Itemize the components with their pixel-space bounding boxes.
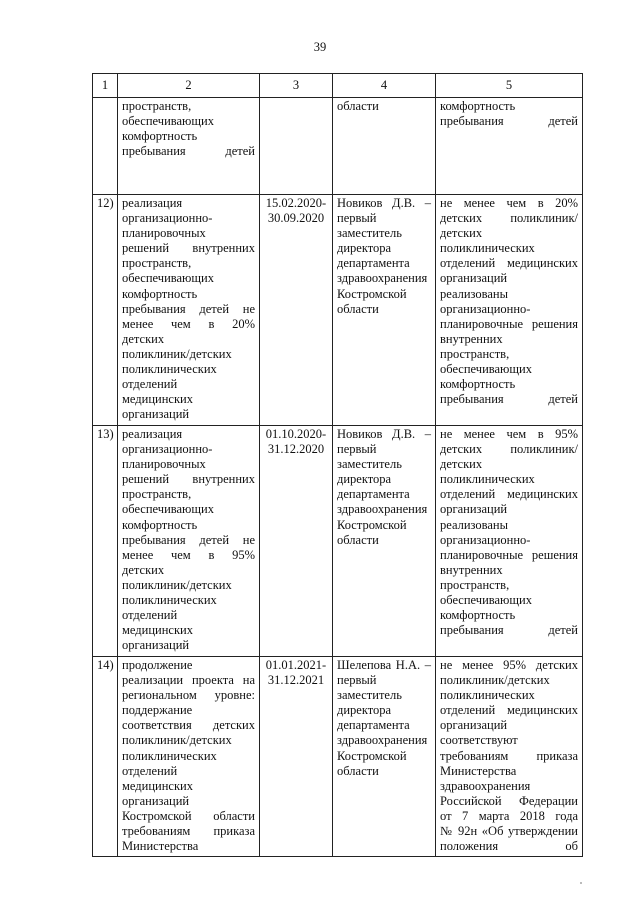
cell-line: отделений медицинских [440,256,578,271]
cell-line: Костромской [337,517,407,532]
result-cell [436,426,583,657]
cell-line: пространств, [440,346,510,361]
responsible-cell [333,657,436,857]
cell-line: поликлинических [440,688,535,703]
cell-line: 30.09.2020 [267,211,325,226]
cell-line: организаций [122,638,190,653]
measure-cell [118,426,260,657]
cell-line: менее чем в 20% [122,316,255,331]
cell-line: не менее чем в 95% [440,427,578,441]
result-cell [436,195,583,426]
cell-line: пространств, [122,99,192,113]
cell-line: поликлинических [440,241,535,256]
table-header-row [93,74,583,98]
responsible-cell [333,98,436,195]
cell-line: поддержание [122,703,193,718]
dates-cell [260,426,333,657]
cell-line: 01.01.2021- [265,658,327,672]
cell-line: комфортность [122,286,198,301]
column-header: 1 [93,74,118,98]
cell-line: не менее 95% детских [440,658,578,672]
cell-line: пребывания детей [440,623,578,638]
cell-line: поликлинических [122,362,217,377]
cell-line: департамента [337,487,410,502]
cell-line: решений внутренних [122,472,255,487]
dates-cell [260,657,333,857]
cell-line: комфортность [440,608,516,623]
scan-speck [580,882,582,884]
cell-line: Костромской [337,748,407,763]
cell-line: внутренних [440,331,503,346]
cell-line: первый [337,673,377,688]
cell-line: детских поликлиник/ [440,211,578,226]
cell-line: обеспечивающих [440,362,532,377]
cell-line: поликлиник/детских [440,673,550,688]
cell-line: области [337,763,379,778]
cell-line: департамента [337,256,410,271]
cell-line: здравоохранения [440,778,531,793]
page-number: 39 [313,40,327,54]
cell-line: соответствуют [440,733,518,748]
dates-cell [260,195,333,426]
table-row [93,195,583,426]
cell-line: отделений [122,608,178,623]
cell-line: заместитель [337,457,402,472]
table-row [93,426,583,657]
cell-line: решений внутренних [122,241,255,256]
cell-line: пребывания детей [440,392,578,407]
cell-line: Новиков Д.В. – [337,427,431,441]
cell-line: организационно- [440,301,531,316]
cell-line: Министерства [440,763,517,778]
table-row [93,657,583,857]
cell-line: детских [440,457,483,472]
cell-line: комфортность [440,99,516,113]
cell-line: детских [122,331,165,346]
cell-line: пребывания детей не [122,532,255,547]
cell-line: 01.10.2020- [265,427,327,441]
cell-line: пребывания детей не [122,301,255,316]
cell-line: директора [337,703,392,718]
cell-line: Шелепова Н.А. – [337,658,431,672]
cell-line: менее чем в 95% [122,547,255,562]
cell-line: планировочных [122,457,206,472]
cell-line: комфортность [440,377,516,392]
cell-line: комфортность [122,129,198,144]
cell-line: организаций [440,502,508,517]
cell-line: организаций [440,271,508,286]
cell-line: пространств, [122,487,192,502]
cell-line: комфортность [122,517,198,532]
row-number: 14) [93,657,118,857]
dates-cell [260,98,333,195]
cell-line: департамента [337,718,410,733]
column-header: 5 [436,74,583,98]
row-number: 12) [93,195,118,426]
cell-line: детских [440,226,483,241]
column-header: 2 [118,74,260,98]
column-header: 4 [333,74,436,98]
result-cell [436,98,583,195]
cell-line: планировочные решения [440,547,578,562]
cell-line: реализованы [440,286,509,301]
cell-line: реализованы [440,517,509,532]
cell-line: не менее чем в 20% [440,196,578,210]
cell-line: первый [337,442,377,457]
cell-line: директора [337,472,392,487]
cell-line: области [337,99,379,113]
responsible-cell [333,426,436,657]
cell-line: организационно- [122,442,213,457]
cell-line: внутренних [440,562,503,577]
cell-line: поликлиник/детских [122,733,232,748]
cell-line: обеспечивающих [122,271,214,286]
cell-line: детских [122,562,165,577]
cell-line: планировочные решения [440,316,578,331]
cell-line: положения об [440,839,578,854]
cell-line: № 92н «Об утверждении [440,824,578,839]
measures-table [92,73,583,857]
cell-line: региональном уровне: [122,688,255,703]
cell-line: области [337,301,379,316]
cell-line: поликлиник/детских [122,346,232,361]
cell-line: отделений медицинских [440,703,578,718]
result-cell [436,657,583,857]
responsible-cell [333,195,436,426]
cell-line: здравоохранения [337,502,428,517]
cell-line: организаций [440,718,508,733]
cell-line: детских поликлиник/ [440,442,578,457]
cell-line: директора [337,241,392,256]
cell-line: поликлинических [122,593,217,608]
cell-line: организаций [122,793,190,808]
cell-line: пространств, [122,256,192,271]
cell-line: здравоохранения [337,733,428,748]
cell-line: медицинских [122,392,193,407]
cell-line: Костромской [337,286,407,301]
cell-line: отделений [122,763,178,778]
cell-line: обеспечивающих [122,114,214,129]
cell-line: Костромской области [122,808,255,823]
cell-line: организационно- [440,532,531,547]
cell-line: реализации проекта на [122,673,255,688]
cell-line: Новиков Д.В. – [337,196,431,210]
cell-line: планировочных [122,226,206,241]
cell-line: заместитель [337,688,402,703]
cell-line: медицинских [122,623,193,638]
cell-line: первый [337,211,377,226]
cell-line: пребывания детей [440,114,578,129]
cell-line: поликлинических [440,472,535,487]
cell-line: организационно- [122,211,213,226]
cell-line: 15.02.2020- [265,196,327,210]
cell-line: отделений [122,377,178,392]
cell-line: здравоохранения [337,271,428,286]
cell-line: требованиям приказа [122,824,255,839]
cell-line: обеспечивающих [122,502,214,517]
cell-line: организаций [122,407,190,422]
cell-line: пребывания детей [122,144,255,159]
cell-line: обеспечивающих [440,593,532,608]
measure-cell [118,98,260,195]
cell-line: отделений медицинских [440,487,578,502]
cell-line: реализация [122,427,183,441]
cell-line: реализация [122,196,183,210]
cell-line: поликлиник/детских [122,577,232,592]
row-number: 13) [93,426,118,657]
column-header: 3 [260,74,333,98]
cell-line: 31.12.2021 [267,673,325,688]
cell-line: соответствия детских [122,718,255,733]
cell-line: области [337,532,379,547]
cell-line: пространств, [440,577,510,592]
measure-cell [118,657,260,857]
table-row [93,98,583,195]
cell-line: 31.12.2020 [267,442,325,457]
row-number [93,98,118,195]
cell-line: Российской Федерации [440,793,578,808]
cell-line: Министерства [122,839,199,854]
cell-line: поликлинических [122,748,217,763]
cell-line: медицинских [122,778,193,793]
cell-line: требованиям приказа [440,748,578,763]
measure-cell [118,195,260,426]
cell-line: от 7 марта 2018 года [440,808,578,823]
cell-line: заместитель [337,226,402,241]
cell-line: продолжение [122,658,193,672]
